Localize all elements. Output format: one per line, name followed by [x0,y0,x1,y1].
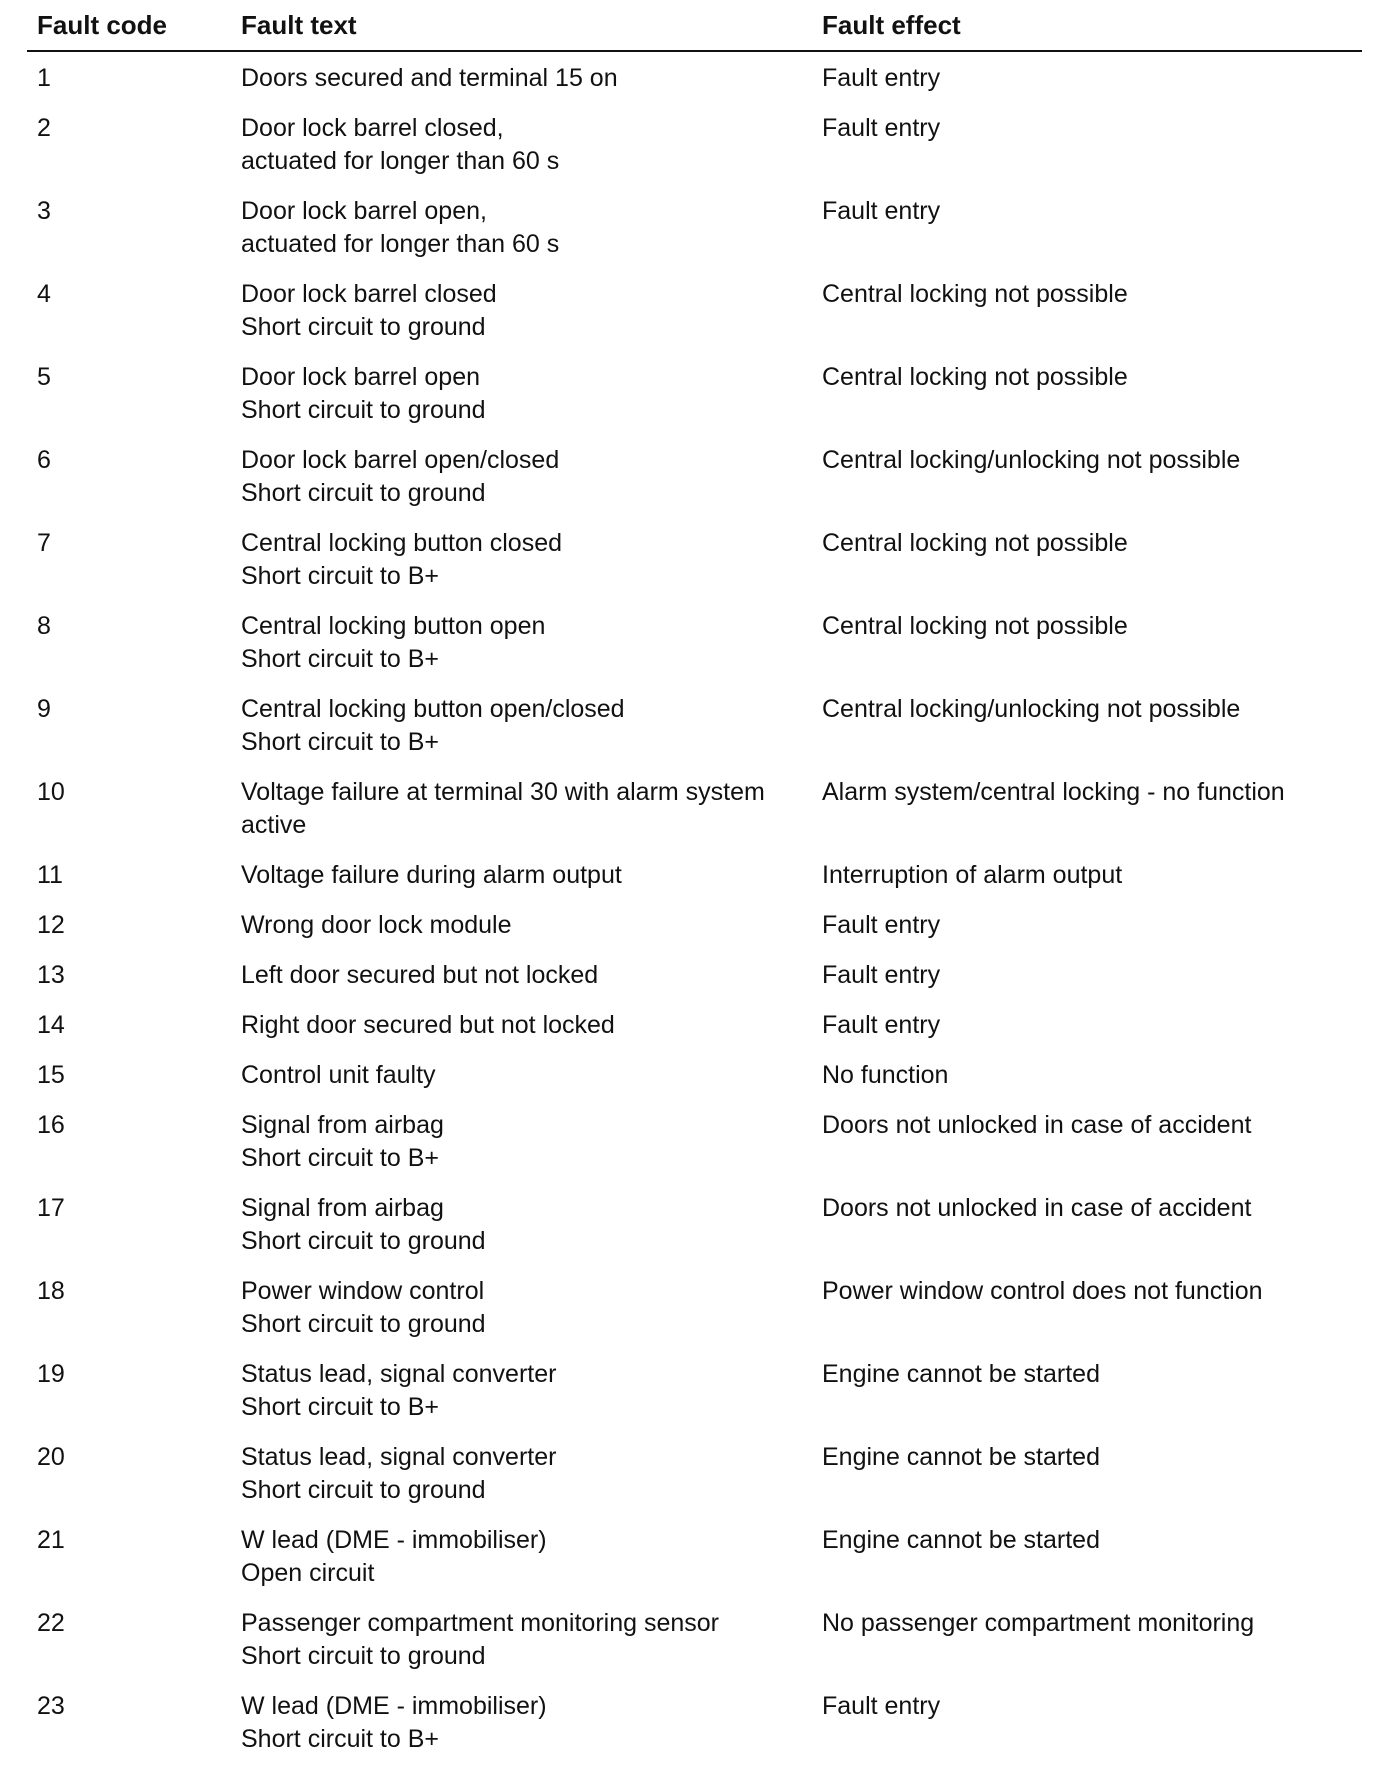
fault-code-cell: 2 [37,114,51,142]
table-row [27,1441,1362,1524]
fault-code-cell: 14 [37,1011,65,1039]
table-row [27,527,1362,610]
table-header-row [27,6,1362,52]
fault-text-cell: Door lock barrel closed Short circuit to ground [241,280,497,341]
fault-effect-cell: Central locking not possible [822,529,1128,557]
fault-effect-cell: Fault entry [822,1011,941,1039]
table-row [27,1607,1362,1690]
fault-text-cell: Door lock barrel open/closed Short circuit to ground [241,446,560,507]
fault-text-cell: Voltage failure during alarm output [241,861,622,889]
table-row [27,776,1362,859]
fault-code-cell: 12 [37,911,65,939]
table-row [27,859,1362,909]
fault-text-cell: Status lead, signal converter Short circuit to B+ [241,1360,557,1421]
header-fault-code: Fault code [37,10,168,40]
fault-text-cell: Door lock barrel open Short circuit to ground [241,363,486,424]
fault-text-cell: Voltage failure at terminal 30 with alarm system active [241,778,765,839]
fault-code-cell: 1 [37,64,51,92]
table-row [27,112,1362,195]
table-row [27,959,1362,1009]
table-row [27,909,1362,959]
table-body [27,62,1362,1773]
table-row [27,361,1362,444]
fault-code-cell: 13 [37,961,65,989]
fault-code-cell: 10 [37,778,65,806]
fault-code-cell: 18 [37,1277,65,1305]
fault-effect-cell: Fault entry [822,197,941,225]
fault-code-cell: 5 [37,363,51,391]
table-row [27,1192,1362,1275]
fault-code-cell: 15 [37,1061,65,1089]
fault-text-cell: Central locking button closed Short circuit to B+ [241,529,563,590]
table-row [27,195,1362,278]
fault-code-cell: 11 [37,861,63,889]
fault-effect-cell: No passenger compartment monitoring [822,1609,1255,1637]
table-row [27,1009,1362,1059]
fault-effect-cell: Fault entry [822,1692,941,1720]
fault-code-cell: 16 [37,1111,65,1139]
fault-effect-cell: Engine cannot be started [822,1526,1100,1554]
fault-effect-cell: Central locking not possible [822,612,1128,640]
fault-text-cell: W lead (DME - immobiliser) Open circuit [241,1526,547,1587]
fault-effect-cell: Central locking not possible [822,363,1128,391]
fault-effect-cell: Fault entry [822,961,941,989]
fault-code-cell: 19 [37,1360,65,1388]
fault-code-cell: 21 [37,1526,65,1554]
fault-code-cell: 9 [37,695,51,723]
table-row [27,1275,1362,1358]
fault-code-cell: 6 [37,446,51,474]
table-row [27,1524,1362,1607]
fault-code-cell: 22 [37,1609,65,1637]
fault-effect-cell: Engine cannot be started [822,1443,1100,1471]
table-row [27,693,1362,776]
fault-text-cell: Power window control Short circuit to ground [241,1277,486,1338]
fault-effect-cell: Engine cannot be started [822,1360,1100,1388]
fault-code-cell: 3 [37,197,51,225]
fault-text-cell: Door lock barrel closed, actuated for longer than 60 s [241,114,560,175]
fault-text-cell: Control unit faulty [241,1061,436,1089]
fault-code-cell: 23 [37,1692,65,1720]
fault-effect-cell: Power window control does not function [822,1277,1263,1305]
fault-effect-cell: Fault entry [822,114,941,142]
fault-text-cell: Central locking button open/closed Short circuit to B+ [241,695,625,756]
fault-text-cell: Passenger compartment monitoring sensor Short circuit to ground [241,1609,720,1670]
header-fault-text: Fault text [241,10,357,40]
fault-effect-cell: Doors not unlocked in case of accident [822,1194,1252,1222]
fault-text-cell: W lead (DME - immobiliser) Short circuit to B+ [241,1692,547,1753]
table-row [27,1059,1362,1109]
fault-text-cell: Right door secured but not locked [241,1011,615,1039]
fault-effect-cell: Fault entry [822,911,941,939]
fault-text-cell: Door lock barrel open, actuated for longer than 60 s [241,197,560,258]
table-row [27,278,1362,361]
table-row [27,1690,1362,1773]
table-row [27,1109,1362,1192]
table-row [27,62,1362,112]
table-row [27,444,1362,527]
fault-effect-cell: Central locking/unlocking not possible [822,446,1241,474]
fault-code-cell: 8 [37,612,51,640]
fault-text-cell: Signal from airbag Short circuit to B+ [241,1111,444,1172]
fault-code-cell: 17 [37,1194,65,1222]
fault-text-cell: Signal from airbag Short circuit to ground [241,1194,486,1255]
header-fault-effect: Fault effect [822,10,961,40]
fault-text-cell: Status lead, signal converter Short circuit to ground [241,1443,557,1504]
fault-effect-cell: No function [822,1061,949,1089]
fault-code-cell: 4 [37,280,51,308]
fault-code-cell: 20 [37,1443,65,1471]
fault-text-cell: Left door secured but not locked [241,961,599,989]
fault-text-cell: Wrong door lock module [241,911,512,939]
table-row [27,610,1362,693]
fault-effect-cell: Central locking/unlocking not possible [822,695,1241,723]
fault-effect-cell: Doors not unlocked in case of accident [822,1111,1252,1139]
fault-effect-cell: Central locking not possible [822,280,1128,308]
fault-code-cell: 7 [37,529,51,557]
table-row [27,1358,1362,1441]
fault-effect-cell: Fault entry [822,64,941,92]
fault-text-cell: Central locking button open Short circuit to B+ [241,612,546,673]
fault-code-table [27,6,1362,1773]
fault-text-cell: Doors secured and terminal 15 on [241,64,618,92]
fault-effect-cell: Interruption of alarm output [822,861,1123,889]
fault-effect-cell: Alarm system/central locking - no function [822,778,1285,806]
